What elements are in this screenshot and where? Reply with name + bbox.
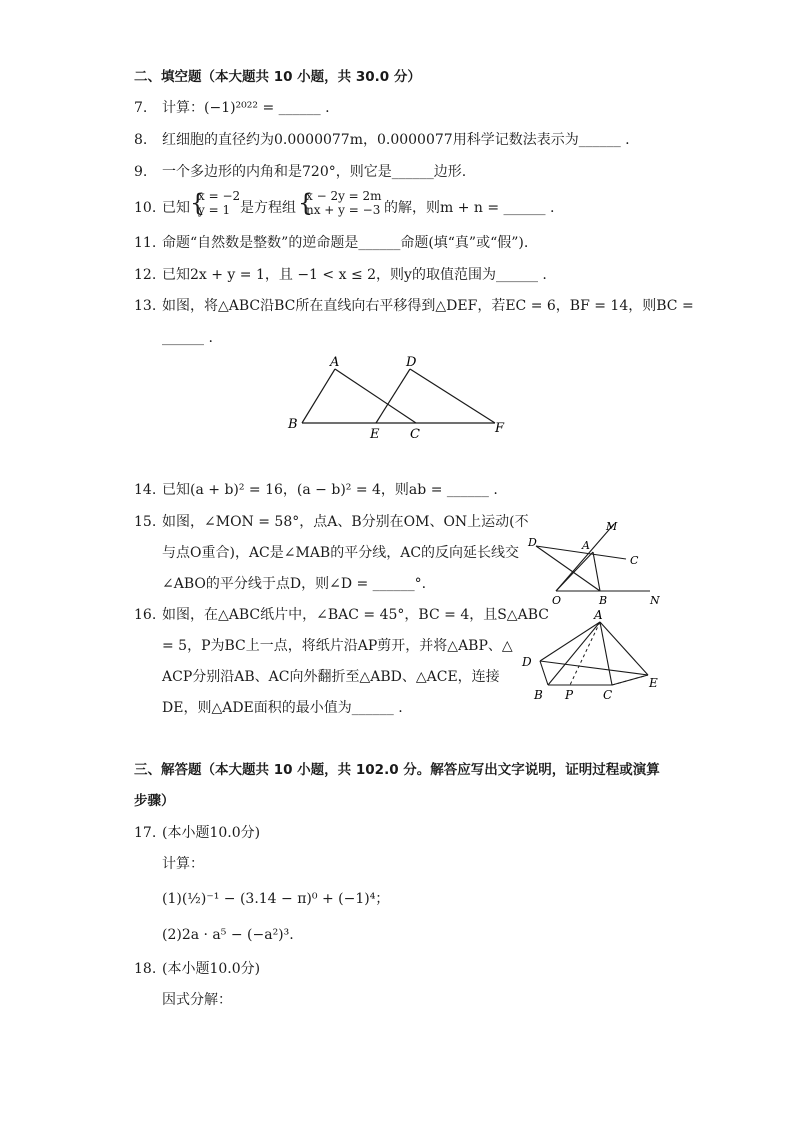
question-17-score: (本小题10.0分) — [162, 825, 261, 841]
point-label-B: B — [288, 417, 298, 432]
question-10-middle: 是方程组 — [240, 200, 296, 216]
question-16-line-4: DE，则△ADE面积的最小值为______ . — [162, 700, 403, 716]
point-label-O: O — [552, 594, 562, 607]
point-label-C: C — [630, 554, 639, 567]
question-number: 7. — [134, 100, 148, 116]
brace-icon: { — [298, 189, 314, 217]
point-label-A: A — [582, 539, 590, 552]
question-7-text: 计算：(−1)²⁰²² = ______ . — [162, 100, 330, 116]
question-8-text: 红细胞的直径约为0.0000077m，0.0000077用科学记数法表示为______ . — [162, 132, 630, 148]
question-14-text: 已知(a + b)² = 16，(a − b)² = 4，则ab = ______ . — [162, 482, 498, 498]
point-label-A: A — [330, 355, 340, 370]
point-label-B: B — [534, 688, 543, 702]
question-number: 14. — [134, 482, 157, 498]
section-title-solutions-cont: 步骤） — [134, 793, 175, 809]
point-label-M: M — [606, 520, 618, 533]
point-label-E: E — [649, 676, 658, 690]
translation-figure — [280, 350, 510, 445]
question-18-instruction: 因式分解： — [162, 992, 232, 1008]
question-17-instruction: 计算： — [162, 856, 204, 872]
question-number: 18. — [134, 961, 157, 977]
question-9-text: 一个多边形的内角和是720°，则它是______边形. — [162, 164, 467, 180]
question-13-line-1: 如图，将△ABC沿BC所在直线向右平移得到△DEF，若EC = 6，BF = 14，则BC = — [162, 298, 694, 314]
question-11-text: 命题“自然数是整数”的逆命题是______命题(填“真”或“假”). — [162, 235, 529, 251]
question-number: 17. — [134, 825, 157, 841]
question-15-line-3: ∠ABO的平分线于点D，则∠D = ______°. — [162, 576, 427, 592]
question-17-part-1: (1)(½)⁻¹ − (3.14 − π)⁰ + (−1)⁴； — [162, 891, 390, 907]
question-18-score: (本小题10.0分) — [162, 961, 261, 977]
question-number: 13. — [134, 298, 157, 314]
point-label-E: E — [370, 427, 380, 442]
point-label-A: A — [594, 608, 603, 622]
question-number: 8. — [134, 132, 148, 148]
question-15-line-2: 与点O重合)，AC是∠MAB的平分线，AC的反向延长线交 — [162, 545, 520, 561]
system-1-line-1: x = −2 — [198, 189, 241, 203]
section-title-solutions: 三、解答题（本大题共 10 小题，共 102.0 分。解答应写出文字说明，证明过程或演算 — [134, 762, 660, 778]
brace-icon: { — [190, 189, 206, 217]
point-label-D: D — [522, 655, 532, 669]
folding-triangle-figure — [512, 605, 672, 705]
question-16-line-3: ACP分别沿AB、AC向外翻折至△ABD、△ACE，连接 — [162, 669, 500, 685]
question-15-line-1: 如图，∠MON = 58°，点A、B分别在OM、ON上运动(不 — [162, 514, 529, 530]
question-number: 15. — [134, 514, 157, 530]
question-number: 10. — [134, 200, 157, 216]
point-label-P: P — [565, 688, 574, 702]
question-13-line-2: ______ . — [162, 330, 213, 346]
point-label-C: C — [603, 688, 613, 702]
point-label-D: D — [406, 355, 417, 370]
system-2-line-2: nx + y = −3 — [306, 203, 381, 217]
question-10-prefix: 已知 — [162, 200, 190, 216]
question-16-line-2: = 5，P为BC上一点，将纸片沿AP剪开，并将△ABP、△ — [162, 638, 513, 654]
question-16-line-1: 如图，在△ABC纸片中，∠BAC = 45°，BC = 4，且S△ABC — [162, 607, 549, 623]
point-label-D: D — [528, 536, 537, 549]
system-2-line-1: x − 2y = 2m — [306, 189, 382, 203]
question-number: 16. — [134, 607, 157, 623]
question-number: 9. — [134, 164, 148, 180]
question-number: 12. — [134, 267, 157, 283]
section-title-fill-in: 二、填空题（本大题共 10 小题，共 30.0 分） — [134, 69, 421, 85]
point-label-B: B — [599, 594, 608, 607]
question-number: 11. — [134, 235, 157, 251]
question-17-part-2: (2)2a · a⁵ − (−a²)³. — [162, 927, 294, 943]
angle-bisector-figure — [510, 512, 670, 608]
question-12-text: 已知2x + y = 1，且 −1 < x ≤ 2，则y的取值范围为______ . — [162, 267, 547, 283]
question-10-suffix: 的解，则m + n = ______ . — [384, 200, 555, 216]
point-label-N: N — [650, 594, 660, 607]
point-label-F: F — [495, 421, 505, 436]
point-label-C: C — [410, 427, 420, 442]
system-1-line-2: y = 1 — [198, 203, 231, 217]
